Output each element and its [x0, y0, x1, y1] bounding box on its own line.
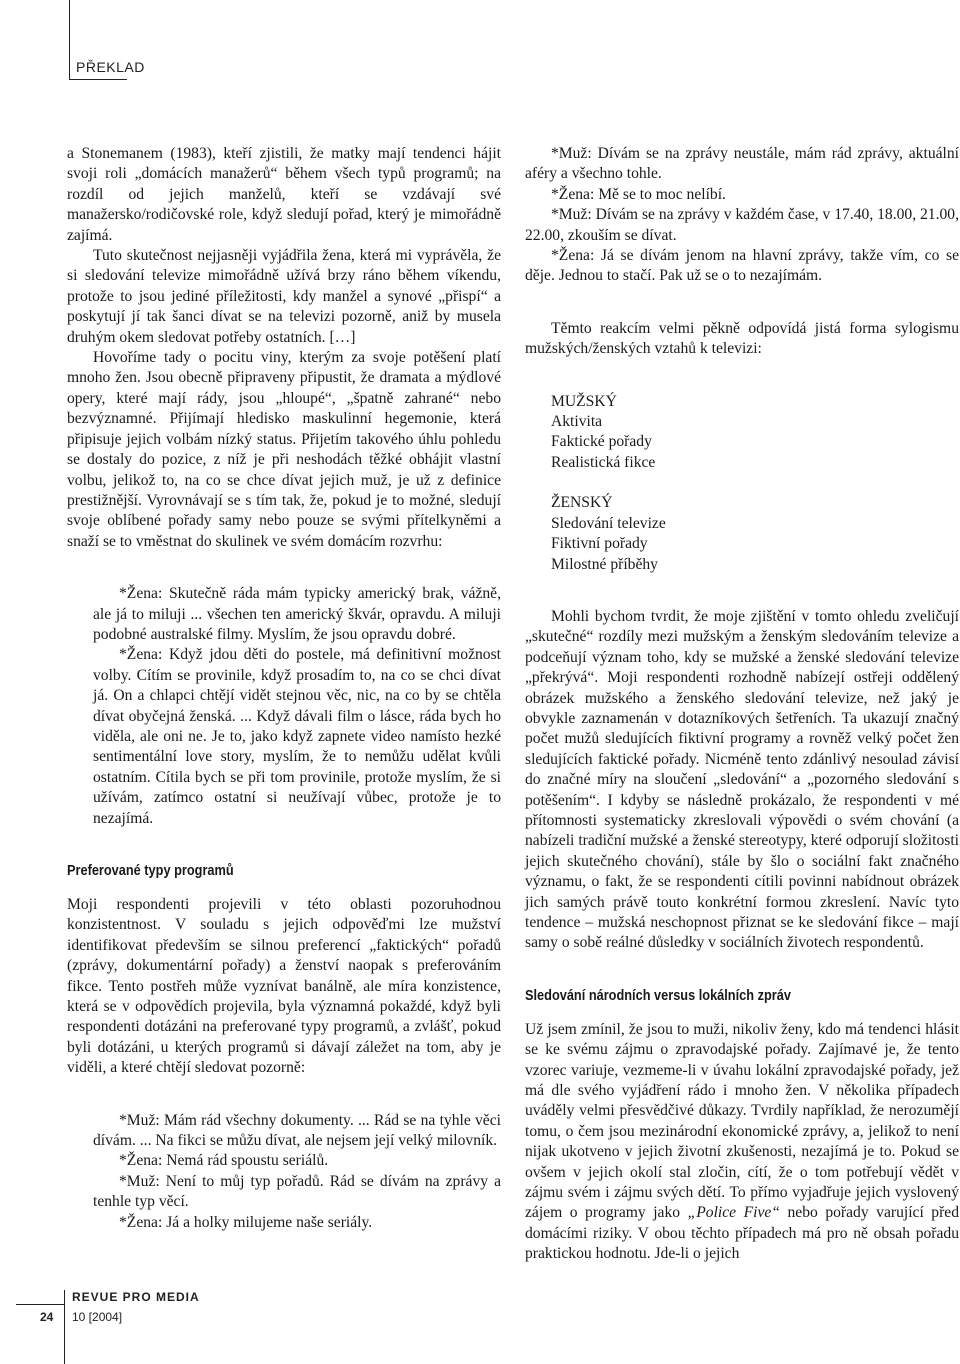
- quote-line: *Žena: Já a holky milujeme naše seriály.: [119, 1213, 373, 1231]
- paragraph: Těmto reakcím velmi pěkně odpovídá jistá forma sylogismu mužských/ženských vztahů k televizi:: [525, 319, 959, 358]
- list-item: MUŽSKÝ: [551, 392, 617, 410]
- male-list: [525, 392, 959, 474]
- paragraph: Mohli bychom tvrdit, že moje zjištění v tomto ohledu zveličují „skutečné“ rozdíly mezi mužským a ženským sledováním televize a podceňují význam toho, kdy se mužské a ženské sledování televize „překrývá“. Moji respondenti rozhodně nabízejí ostřeji oddělený obrázek mužského a ženského sledování televize, než jaký je obvykle zaznamenán v dotazníkových šetřeních. Ta ukazují značný počet mužů sledujících fiktivní programy a rovněž velký počet žen sledujících faktické pořady. Nicméně tento zdánlivý nesoulad závisí do značné míry na sloučení „sledování“ a „pozorného sledování s potěšením“. I kdyby se následně prokázalo, že respondenti v mé přítomnosti systematicky zkreslovali výpovědi o svém chování (a nabízeli tradiční mužské a ženské stereotypy, které odporují složitosti jejich skutečného chování), stále by šlo o sociální fakt značného významu, o fakt, že se respondenti cítili povinni nabídnout obrázek jich samých právě touto konkrétní formou zkreslení. Navíc tyto tendence – mužská neschopnost přiznat se ke sledování fikce – mají samy o sobě reálné důsledky v sociálních životech respondentů.: [525, 607, 959, 952]
- quote-line: *Muž: Dívám se na zprávy neustále, mám rád zprávy, aktuální aféry a všechno tohle.: [525, 145, 959, 183]
- header-vertical-rule: [69, 0, 70, 80]
- program-title: „Police Five“: [687, 1204, 780, 1222]
- issue-number: 10 [2004]: [72, 1310, 123, 1324]
- footer-vertical-rule: [64, 1290, 65, 1364]
- section-heading: Preferované typy programů: [67, 863, 234, 879]
- quote-line: *Muž: Dívám se na zprávy v každém čase, v 17.40, 18.00, 21.00, 22.00, zkouším se dívat.: [525, 206, 959, 244]
- list-item: Milostné příběhy: [551, 555, 658, 573]
- quote-line: *Muž: Není to můj typ pořadů. Rád se dívám na zprávy a tenhle typ věcí.: [93, 1172, 501, 1211]
- paragraph-text: nebo pořady varující před domácími riziky. V obou těchto případech má pro ně obsah pořadu praktickou hodnotu. Jde-li o jejich: [525, 1204, 960, 1263]
- list-item: Fiktivní pořady: [551, 535, 648, 553]
- quote-line: *Muž: Mám rád všechny dokumenty. ... Rád se na tyhle věci dívám. ... Na fikci se můžu dívat, ale nejsem její velký milovník.: [93, 1111, 501, 1150]
- footer-horizontal-rule: [16, 1304, 64, 1305]
- quote-line: *Žena: Nemá rád spoustu seriálů.: [119, 1152, 329, 1170]
- list-item: ŽENSKÝ: [551, 494, 613, 512]
- interview-quote-block: [67, 584, 501, 829]
- list-item: Faktické pořady: [551, 433, 652, 451]
- list-item: Aktivita: [551, 413, 603, 431]
- journal-name: REVUE PRO MEDIA: [72, 1290, 200, 1304]
- header-horizontal-rule: [69, 79, 127, 80]
- right-column: [525, 144, 959, 1265]
- paragraph: Hovoříme tady o pocitu viny, kterým za svoje potěšení platí mnoho žen. Jsou obecně připraveny připustit, že dramata a mýdlové opery, které mají rády, jsou „hloupé“, „špatně zahrané“ nebo bezvýznamné. Přijímají hledisko maskulinní hegemonie, která připisuje jejich volbám nízký status. Přijetím takového úhlu pohledu se dostaly do pozice, z níž je při neshodách těžké obhájit vlastní volbu, jelikož to, na co se chce dívat jejich muž, je už z definice prestižnější. Vyrovnávají se s tím tak, že, pokud je to možné, sledují svoje oblíbené pořady samy nebo pouze se svými přítelkyněmi a snaží se to vměstnat do skulinek ve svém domácím rozvrhu:: [67, 349, 501, 550]
- paragraph-text: Už jsem zmínil, že jsou to muži, nikoliv ženy, kdo má tendenci hlásit se ke svému zájmu o zpravodajské pořady. Zajímavé je, že tento vzorec variuje, vezmeme-li v úvahu lokální zpravodajské pořady, jež má dle svého vyjádření rádo i mnoho žen. V několika případech uváděly velmi přesvědčivé důkazy. Tvrdily například, že nerozumějí tomu, o čem jsou mezinárodní ekonomické zprávy, a, jelikož to není nijak ukotveno v jejich životní zkušenosti, nezajímá je to. Pokud se ovšem v jejich okolí stal zločin, cítí, že o tom potřebují vědět v zájmu svém i zájmu svých dětí. To přímo vyjadřuje jejich vyslovený zájem o programy jako: [525, 1020, 959, 1222]
- section-title: PŘEKLAD: [76, 59, 145, 75]
- paragraph: Moji respondenti projevili v této oblasti pozoruhodnou konzistentnost. V souladu s jejich odpověďmi lze mužství identifikovat především se silnou preferencí „faktických“ pořadů (zprávy, dokumentární pořady) a ženství naopak s preferováním fikce. Tento postřeh může vyznívat banálně, ale míra konzistence, která se v odpovědích projevila, byla významná pokaždé, když byli respondenti dotázáni na preferované typy programů, a zvlášť, pokud byli dotázáni, u kterých programů si dávají záležet na tom, aby je viděli, a které chtějí sledovat pozorně:: [67, 896, 501, 1077]
- left-column: [67, 144, 501, 1233]
- interview-quote-block: [67, 1111, 501, 1233]
- interview-quote-block: [525, 144, 959, 287]
- quote-line: *Žena: Mě se to moc nelíbí.: [551, 185, 726, 203]
- quote-line: *Žena: Já se dívám jenom na hlavní zprávy, takže vím, co se děje. Jednou to stačí. Pak už se o to nezajímám.: [525, 247, 959, 285]
- paragraph: a Stonemanem (1983), kteří zjistili, že matky mají tendenci hájit svoji roli „domácích manažerů“ během všech typů programů; na rozdíl od jejich manželů, kteří se vzdávají své manažersko/rodičovské role, když sledují pořad, který je mimořádně zajímá.: [67, 145, 501, 244]
- female-list: [525, 493, 959, 575]
- quote-line: *Žena: Když jdou děti do postele, má definitivní možnost volby. Cítím se provinile, když prosadím to, na co se chci dívat já. On a chlapci chtějí vidět stejnou věc, nic, na co by se chtěla dívat obyčejná ženská. ... Když dávali film o lásce, ráda bych ho viděla, ale oni ne. Je to, jako když zapnete video namísto hezké sentimentální love story, myslím, že to nemůžu udělat kvůli ostatním. Cítila bych se při tom provinile, protože myslím, že si užívám, zatímco ostatní si neužívají vůbec, protože je to nezajímá.: [93, 646, 501, 827]
- section-heading: Sledování národních versus lokálních zpráv: [525, 987, 791, 1004]
- list-item: Realistická fikce: [551, 453, 656, 471]
- quote-line: *Žena: Skutečně ráda mám typicky americký brak, vážně, ale já to miluji ... všechen ten americký škvár, opravdu. A miluji podobné australské filmy. Myslím, že jsou opravdu dobré.: [93, 585, 501, 643]
- paragraph: [525, 1020, 959, 1265]
- list-item: Sledování televize: [551, 514, 666, 532]
- paragraph: Tuto skutečnost nejjasněji vyjádřila žena, která mi vyprávěla, že si sledování televize mimořádně užívá brzy ráno během víkendu, protože to jsou jediné příležitosti, kdy manžel a synové „přispí“ a poskytují jí tak šanci dívat se na televizi pozorně, aniž by musela druhým okem sledovat potřeby ostatních. […]: [67, 247, 501, 346]
- page-number: 24: [40, 1310, 54, 1324]
